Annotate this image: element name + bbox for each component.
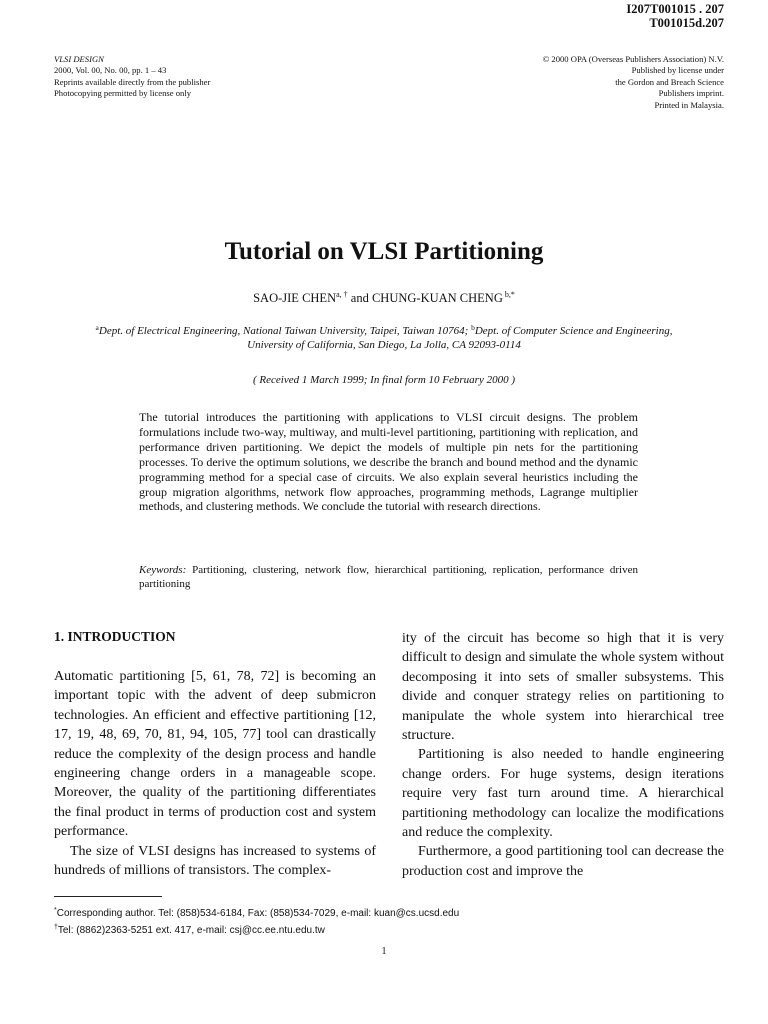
footnote-divider <box>54 896 162 897</box>
left-column <box>54 667 376 880</box>
photocopy-note: Photocopying permitted by license only <box>54 88 192 99</box>
affiliation-a-mark: a <box>95 323 99 332</box>
journal-volume: 2000, Vol. 00, No. 00, pp. 1 – 43 <box>54 65 167 76</box>
reprints-note: Reprints available directly from the publisher <box>54 76 211 87</box>
paragraph: The size of VLSI designs has increased to systems of hundreds of millions of transistors. The complex- <box>54 843 376 879</box>
author-conjunction: and <box>347 291 372 305</box>
affiliation-b-mark: b <box>471 323 475 332</box>
document-code-1: I207T001015 . 207 <box>626 2 724 16</box>
affiliations <box>80 321 688 352</box>
keywords-label: Keywords: <box>139 564 187 576</box>
keywords-text: Partitioning, clustering, network flow, hierarchical partitioning, replication, performance driven partitioning <box>139 564 638 590</box>
footnote-2-text: Tel: (8862)2363-5251 ext. 417, e-mail: csj@cc.ee.ntu.edu.tw <box>57 924 325 936</box>
footnote-1 <box>54 904 459 921</box>
paragraph: Automatic partitioning [5, 61, 78, 72] is becoming an important topic with the advent of deep submicron technologies. An efficient and effective partitioning [12, 17, 19, 48, 69, 70, 81, 94, 105, 77] tool can drastically reduce the complexity of the design process and handle engineering change orders in a manageable scope. Moreover, the quality of the partitioning differentiates the final product in terms of production cost and system performance. <box>54 669 376 840</box>
footnote-2-mark: † <box>54 923 58 931</box>
paragraph: Furthermore, a good partitioning tool can decrease the production cost and improve the <box>402 844 724 879</box>
publisher-header <box>543 54 724 111</box>
author-2-marks: b,* <box>502 290 515 299</box>
footnote-1-text: Corresponding author. Tel: (858)534-6184, Fax: (858)534-7029, e-mail: kuan@cs.ucsd.edu <box>56 908 460 919</box>
paragraph: Partitioning is also needed to handle engineering change orders. For huge systems, design iterations require very fast turn around time. A hierarchical partitioning methodology can localize the modifications and reduce the complexity. <box>402 747 724 841</box>
footnotes <box>54 904 459 937</box>
page-number: 1 <box>381 946 387 957</box>
document-codes <box>626 2 724 30</box>
author-1-marks: a, † <box>336 290 348 299</box>
abstract: The tutorial introduces the partitioning with applications to VLSI circuit designs. The problem formulations include two-way, multiway, and multi-level partitioning, partitioning with replication, and performance driven partitioning. We depict the models of multiple pin nets for the partitioning processes. To derive the optimum solutions, we describe the branch and bound method and the dynamic programming method for a special case of circuits. We also explain several heuristics including the group migration algorithms, network flow approaches, programming methods, Lagrange multiplier methods, and clustering methods. We conclude the tutorial with research directions. <box>139 410 638 514</box>
author-list <box>0 290 768 306</box>
right-column <box>402 629 724 881</box>
author-2: CHUNG-KUAN CHENG <box>371 291 503 305</box>
affiliation-a: Dept. of Electrical Engineering, National Taiwan University, Taipei, Taiwan 10764; <box>98 325 472 337</box>
printed-line: Printed in Malaysia. <box>654 99 724 110</box>
footnote-1-mark: * <box>54 907 57 914</box>
footnote-2 <box>54 921 459 938</box>
section-heading: 1. INTRODUCTION <box>54 629 176 644</box>
journal-name: VLSI DESIGN <box>54 54 104 64</box>
affiliation-b: Dept. of Computer Science and Engineering, University of California, San Diego, La Jolla, CA 92093-0114 <box>247 325 673 351</box>
author-1: SAO-JIE CHEN <box>253 291 337 305</box>
keywords <box>139 563 638 591</box>
paper-title: Tutorial on VLSI Partitioning <box>224 238 544 265</box>
publisher-line: the Gordon and Breach Science <box>615 76 724 87</box>
imprint-line: Publishers imprint. <box>658 88 724 99</box>
license-line: Published by license under <box>631 65 724 76</box>
paragraph: ity of the circuit has become so high that it is very difficult to design and simulate the whole system without decomposing it into sets of smaller subsystems. This divide and conquer strategy relies on partitioning to manipulate the whole system into hierarchical tree structure. <box>402 631 724 744</box>
received-dates: ( Received 1 March 1999; In final form 10 February 2000 ) <box>252 374 515 386</box>
copyright-line: © 2000 OPA (Overseas Publishers Association) N.V. <box>542 54 724 64</box>
journal-header <box>54 54 210 100</box>
document-code-2: T001015d.207 <box>649 16 724 30</box>
